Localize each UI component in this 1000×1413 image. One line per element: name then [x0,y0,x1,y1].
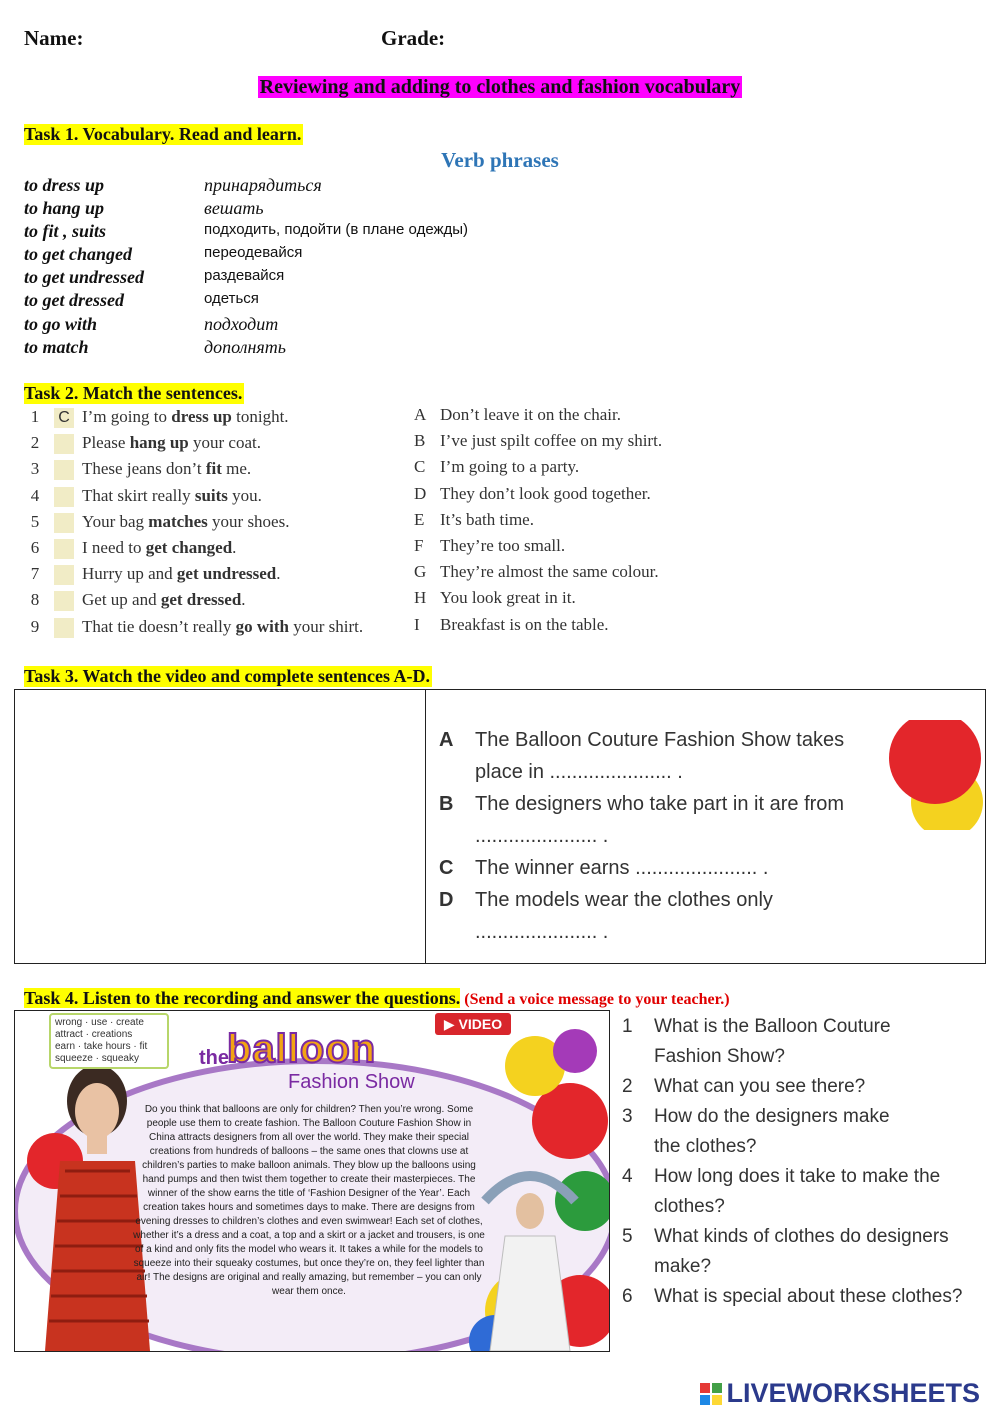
sentence-pre: I’m going to [82,407,172,426]
sentence-pre: Please [82,433,130,453]
sentence-post: your shoes. [207,511,290,531]
task4-heading-row [24,988,730,1009]
response-item [414,588,576,608]
liveworksheets-logo[interactable] [700,1378,980,1409]
response-text: It’s bath time. [440,509,534,529]
question-text: What is the Balloon Couture Fashion Show? [654,1016,891,1067]
match-item [26,564,406,588]
vocab-en: to get dressed [24,290,124,310]
match-item [26,617,406,641]
word-box-item: attract [55,1029,83,1040]
question-number: 3 [622,1106,633,1127]
task3-heading: Task 3. Watch the video and complete sentences A-D. [24,666,431,686]
task3-text: The designers who take part in it are from ...................... . [475,793,845,847]
word-box-item: earn [55,1041,76,1052]
question-item [622,1282,992,1342]
task3-item [439,724,909,788]
match-sentence [82,590,246,610]
response-item [414,562,659,582]
task3-item [439,788,909,852]
vocab-en: to dress up [24,175,105,195]
match-number: 6 [30,538,40,557]
match-sentence [82,512,289,532]
match-sentence [82,433,261,453]
video-badge[interactable] [435,1013,511,1035]
question-text: What is special about these clothes? [654,1286,963,1307]
vocab-en: to get changed [24,244,132,264]
match-number: 3 [30,459,40,479]
answer-box[interactable] [54,434,74,454]
sentence-pre: Your bag [82,511,149,531]
word-box-item: take hours [83,1041,131,1052]
response-letter: A [414,405,427,424]
logo-text: LIVEWORKSHEETS [726,1378,980,1408]
vocab-ru: подходит [204,314,279,334]
sentence-pre: Hurry up and [82,564,177,584]
response-item [414,615,609,635]
word-box-item: wrong [55,1017,83,1028]
title-wrap [0,76,1000,99]
article-title-balloon: balloon [227,1027,377,1071]
word-box-item: creations [91,1029,133,1040]
task3-letter: B [439,793,454,815]
question-number: 6 [622,1286,633,1307]
vocab-ru: вешать [204,198,264,218]
question-text: How long does it take to make the clothes? [654,1166,941,1217]
answer-box[interactable] [54,460,74,480]
sentence-phrase: hang up [129,433,189,453]
task3-text: The models wear the clothes only ...................... . [475,889,773,943]
response-text: I’m going to a party. [440,457,580,477]
sentence-post: . [232,538,237,557]
word-box: wrong · use · create attract · creations earn · take hours · fit squeeze · squeaky [49,1013,169,1069]
response-item [414,457,579,477]
match-item [26,590,406,614]
sentence-pre: I need to [82,538,146,557]
response-item [414,431,662,451]
word-box-item: create [116,1017,144,1028]
article-title-the: the [199,1047,229,1069]
sentence-phrase: dress up [171,407,232,426]
word-box-item: squeeze [55,1053,93,1064]
question-text: How do the designers make the clothes? [654,1106,890,1157]
question-number: 4 [622,1166,633,1187]
task4-note: (Send a voice message to your teacher.) [464,991,730,1008]
answer-box[interactable] [54,565,74,585]
vocab-ru: дополнять [204,337,286,357]
match-number: 9 [30,616,40,636]
task1-heading: Task 1. Vocabulary. Read and learn. [24,124,302,144]
vocab-en: to go with [24,314,98,334]
question-item [622,1162,992,1222]
sentence-pre: That skirt really [82,485,195,505]
match-item [26,407,406,431]
article-image [14,1010,610,1352]
answer-box[interactable] [54,539,74,559]
question-text: What kinds of clothes do designers make? [654,1226,949,1277]
match-item [26,459,406,483]
response-text: They’re too small. [440,536,566,555]
vocab-ru: одеться [204,290,259,307]
page-title: Reviewing and adding to clothes and fashion vocabulary [259,76,741,98]
task3-items [439,724,909,944]
match-number: 5 [30,511,40,531]
sentence-pre: These jeans don’t [82,459,206,479]
vocab-en: to get undressed [24,267,145,287]
response-letter: B [414,431,426,451]
match-sentence [82,407,289,427]
task4-heading: Task 4. Listen to the recording and answer the questions. [24,988,461,1008]
response-text: They don’t look good together. [440,483,651,503]
answer-box[interactable]: C [54,408,74,428]
question-number: 2 [622,1076,633,1097]
response-item [414,484,651,504]
task4-questions [622,1012,992,1312]
sentence-post: your coat. [188,433,261,453]
question-item [622,1102,992,1162]
match-sentence [82,459,251,479]
divider [425,690,426,963]
vocab-ru: раздевайся [204,267,285,284]
response-letter: H [414,588,427,608]
answer-box[interactable] [54,487,74,507]
match-number: 2 [30,433,40,453]
task2-heading: Task 2. Match the sentences. [24,383,243,403]
task3-letter: D [439,889,454,911]
word-box-item: squeaky [101,1053,139,1064]
sentence-phrase: get dressed [160,590,242,610]
vocab-en: to match [24,337,89,357]
response-letter: I [414,614,420,634]
word-box-item: fit [139,1041,148,1052]
sentence-phrase: fit [205,459,222,479]
sentence-phrase: suits [194,485,228,505]
match-sentence [82,486,262,506]
grade-label: Grade: [381,26,446,50]
response-letter: D [414,483,427,503]
response-item [414,510,534,530]
match-number: 1 [30,407,40,426]
response-letter: C [414,457,426,477]
response-item [414,405,621,425]
task3-text: The winner earns ...................... . [475,857,769,879]
question-item [622,1012,992,1072]
sentence-phrase: get undressed [176,564,277,584]
response-letter: E [414,509,425,529]
task3-box [14,689,986,964]
logo-icon [700,1383,722,1405]
vocab-ru: подходить, подойти (в плане одежды) [204,221,469,238]
response-text: They’re almost the same colour. [440,562,659,582]
article-title-show: Fashion Show [288,1071,415,1093]
sentence-pre: Get up and [82,590,161,610]
sentence-post: me. [221,459,252,479]
response-text: You look great in it. [440,588,576,608]
vocab-ru: принарядиться [204,175,322,195]
question-text: What can you see there? [654,1076,866,1097]
question-number: 5 [622,1226,633,1247]
match-item [26,512,406,536]
video-player-area[interactable] [15,690,425,963]
answer-box[interactable] [54,513,74,533]
answer-box[interactable] [54,618,74,638]
sentence-post: . [241,590,246,610]
response-text: Don’t leave it on the chair. [440,405,621,424]
sentence-post: your shirt. [288,616,364,636]
task3-letter: C [439,857,454,879]
match-number: 7 [30,564,40,584]
name-label: Name: [24,26,84,50]
video-label: VIDEO [458,1016,503,1032]
sentence-phrase: matches [148,511,208,531]
sentence-post: tonight. [231,407,289,426]
match-item [26,486,406,510]
match-number: 4 [30,485,40,505]
match-number: 8 [30,590,40,610]
verb-phrases-heading: Verb phrases [441,148,559,172]
match-sentence [82,564,281,584]
response-letter: G [414,562,427,582]
match-sentence [82,538,236,558]
article-text: Do you think that balloons are only for children? Then you’re wrong. Some people use them to create fashion. The Balloon Couture Fashion Show in China attracts designers from all over the world. They make their special creations from hundreds of balloons – the same ones that clowns use at children’s parties to make balloon animals. They blow up the balloons using hand pumps and then twist them together to create their masterpieces. The winner of the show earns the title of ‘Fashion Designer of the Year’. Each creation takes hours and sometimes days to make. There are designs from evening dresses to children’s clothes and even swimwear! Each set of clothes, whether it’s a dress and a coat, a top and a skirt or a jacket and trousers, is one of a kind and only fits the model who wears it. It takes a while for the models to squeeze into their squeaky costumes, but once they’re on, they feel lighter than air! The designs are original and really amazing, but remember – you can only wear them once. [133,1104,485,1297]
match-item [26,538,406,562]
task3-item [439,884,909,948]
vocab-ru: переодевайся [204,244,303,261]
response-letter: F [414,536,424,555]
task3-letter: A [439,729,454,751]
vocab-en: to hang up [24,198,105,218]
response-item [414,536,565,556]
answer-box[interactable] [54,591,74,611]
play-icon: ▶ [443,1016,455,1032]
question-number: 1 [622,1016,633,1037]
sentence-post: you. [227,485,262,505]
question-item [622,1222,992,1282]
match-item [26,433,406,457]
sentence-post: . [276,564,281,584]
sentence-phrase: go with [235,616,289,636]
match-sentence [82,617,363,637]
response-text: Breakfast is on the table. [440,614,609,634]
sentence-phrase: get changed [145,538,233,557]
task3-text: The Balloon Couture Fashion Show takes place in ...................... . [475,729,845,783]
vocab-en: to fit , suits [24,221,107,241]
sentence-pre: That tie doesn’t really [82,616,236,636]
response-text: I’ve just spilt coffee on my shirt. [440,431,663,451]
word-box-item: use [91,1017,108,1028]
